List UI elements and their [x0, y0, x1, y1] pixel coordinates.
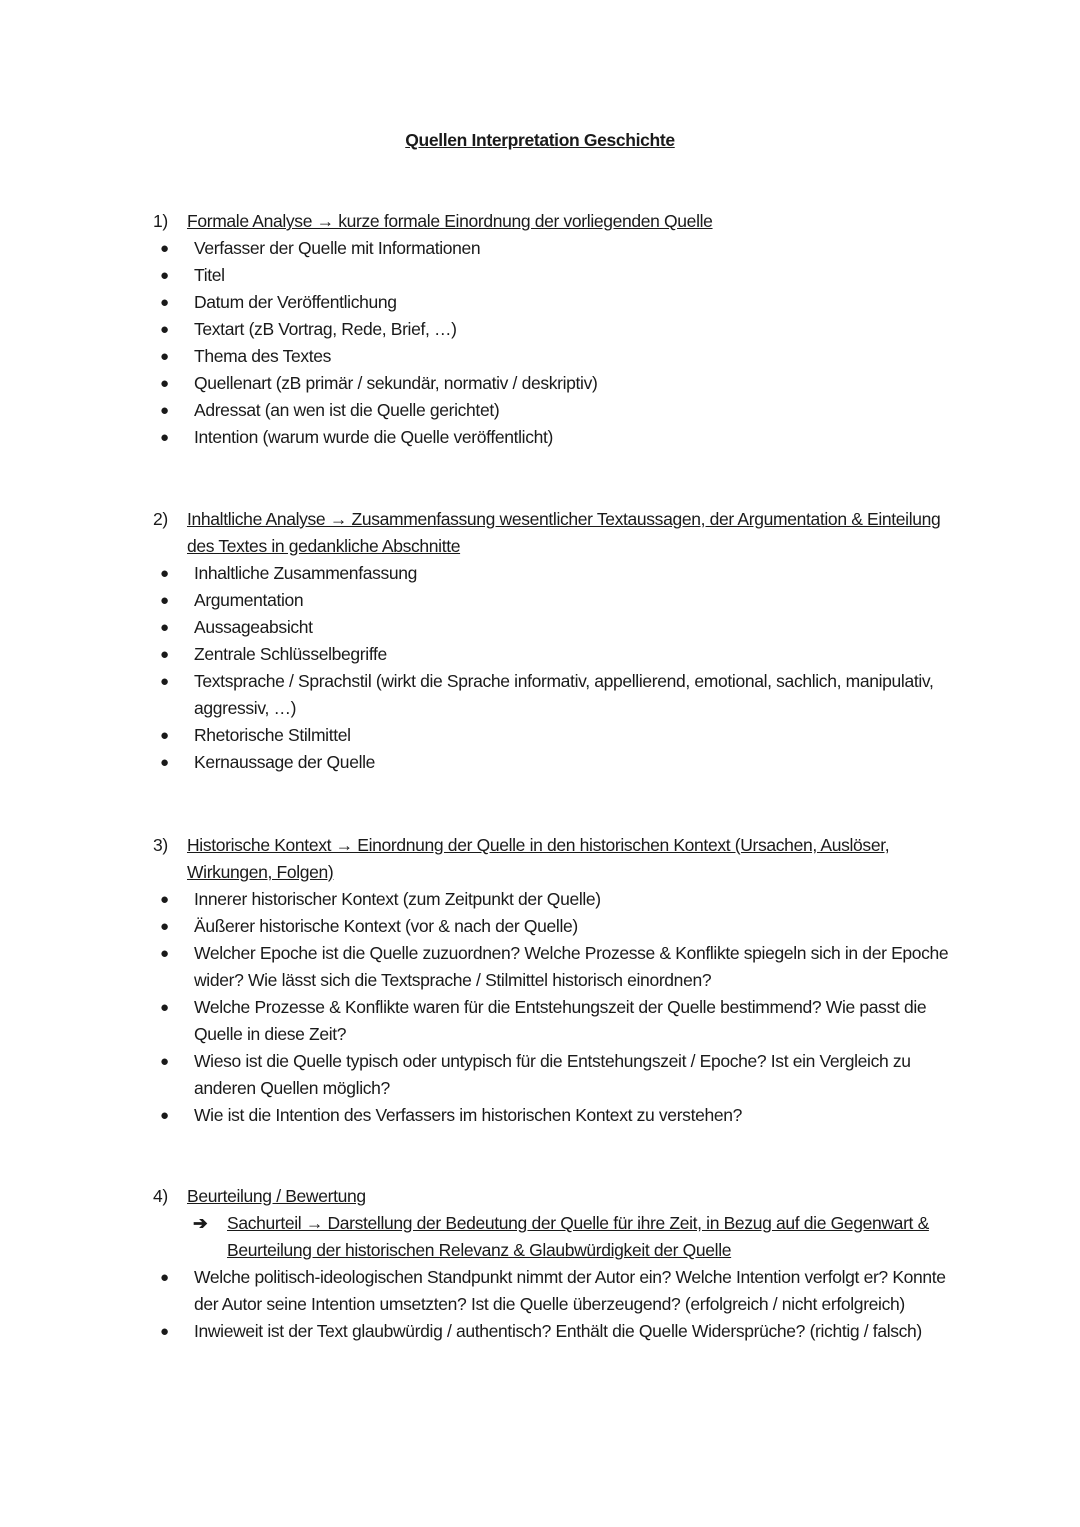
list-item	[153, 424, 963, 451]
section-formale-analyse	[153, 208, 963, 451]
list-item-text: Quellenart (zB primär / sekundär, normativ / deskriptiv)	[194, 373, 598, 393]
bullet-icon: ●	[160, 565, 169, 582]
sub-heading-text: Sachurteil → Darstellung der Bedeutung der Quelle für ihre Zeit, in Bezug auf die Gegenwart & Beurteilung der historischen Relevanz & Glaubwürdigkeit der Quelle	[227, 1213, 929, 1260]
list-item-text: Argumentation	[194, 590, 304, 610]
list-item-text: Textart (zB Vortrag, Rede, Brief, …)	[194, 319, 457, 339]
list-item-text: Äußerer historische Kontext (vor & nach der Quelle)	[194, 916, 578, 936]
list-item	[153, 886, 963, 913]
list-item-text: Wie ist die Intention des Verfassers im historischen Kontext zu verstehen?	[194, 1105, 742, 1125]
list-item	[153, 1102, 963, 1129]
bullet-icon: ●	[160, 402, 169, 419]
list-item-text: Inwieweit ist der Text glaubwürdig / authentisch? Enthält die Quelle Widersprüche? (richtig / falsch)	[194, 1321, 922, 1341]
list-item-text: Verfasser der Quelle mit Informationen	[194, 238, 481, 258]
bullet-list	[153, 560, 963, 776]
section-heading-text: Historische Kontext → Einordnung der Quelle in den historischen Kontext (Ursachen, Auslöser, Wirkungen, Folgen)	[187, 835, 890, 882]
list-item-text: Welche politisch-ideologischen Standpunkt nimmt der Autor ein? Welche Intention verfolgt er? Konnte der Autor seine Intention umsetzten? Ist die Quelle überzeugend? (erfolgreich / nicht erfolgreich)	[194, 1267, 946, 1314]
section-heading	[153, 1183, 963, 1210]
list-item-text: Kernaussage der Quelle	[194, 752, 376, 772]
list-item-text: Aussageabsicht	[194, 617, 313, 637]
bullet-icon: ●	[160, 240, 169, 257]
section-heading	[153, 506, 963, 560]
bullet-icon: ●	[160, 1107, 169, 1124]
list-item	[153, 262, 963, 289]
bullet-icon: ●	[160, 646, 169, 663]
list-item-text: Textsprache / Sprachstil (wirkt die Sprache informativ, appellierend, emotional, sachlich, manipulativ, aggressiv, …)	[194, 671, 934, 718]
list-item-text: Welche Prozesse & Konflikte waren für die Entstehungszeit der Quelle bestimmend? Wie passt die Quelle in diese Zeit?	[194, 997, 927, 1044]
list-item	[153, 722, 963, 749]
list-item-text: Titel	[194, 265, 225, 285]
section-beurteilung	[153, 1183, 963, 1345]
bullet-icon: ●	[160, 429, 169, 446]
list-item	[153, 994, 963, 1048]
list-item	[153, 749, 963, 776]
list-item	[153, 913, 963, 940]
bullet-list	[153, 1264, 963, 1345]
section-heading-text: Beurteilung / Bewertung	[187, 1186, 366, 1206]
bullet-icon: ●	[160, 592, 169, 609]
list-item	[153, 397, 963, 424]
section-number: 2)	[153, 509, 168, 529]
list-item	[153, 1318, 963, 1345]
list-item	[153, 370, 963, 397]
section-historischer-kontext	[153, 832, 963, 1129]
list-item-text: Datum der Veröffentlichung	[194, 292, 397, 312]
bullet-icon: ●	[160, 619, 169, 636]
list-item-text: Adressat (an wen ist die Quelle gerichtet)	[194, 400, 500, 420]
arrow-icon: ➔	[193, 1213, 208, 1233]
list-item	[153, 614, 963, 641]
bullet-icon: ●	[160, 754, 169, 771]
bullet-list	[153, 235, 963, 451]
bullet-list	[153, 886, 963, 1129]
section-heading	[153, 832, 963, 886]
bullet-icon: ●	[160, 348, 169, 365]
bullet-icon: ●	[160, 918, 169, 935]
sub-heading	[153, 1210, 963, 1264]
bullet-icon: ●	[160, 321, 169, 338]
list-item	[153, 1264, 963, 1318]
bullet-icon: ●	[160, 727, 169, 744]
bullet-icon: ●	[160, 1323, 169, 1340]
list-item	[153, 1048, 963, 1102]
section-heading	[153, 208, 963, 235]
page-title: Quellen Interpretation Geschichte	[405, 130, 675, 150]
list-item	[153, 587, 963, 614]
list-item	[153, 235, 963, 262]
list-item	[153, 560, 963, 587]
section-inhaltliche-analyse	[153, 506, 963, 776]
list-item	[153, 343, 963, 370]
bullet-icon: ●	[160, 891, 169, 908]
section-heading-text: Inhaltliche Analyse → Zusammenfassung wesentlicher Textaussagen, der Argumentation & Einteilung des Textes in gedankliche Abschnitte	[187, 509, 941, 556]
list-item	[153, 289, 963, 316]
bullet-icon: ●	[160, 673, 169, 690]
list-item	[153, 668, 963, 722]
bullet-icon: ●	[160, 1269, 169, 1286]
bullet-icon: ●	[160, 294, 169, 311]
list-item	[153, 641, 963, 668]
section-number: 3)	[153, 835, 168, 855]
bullet-icon: ●	[160, 375, 169, 392]
list-item-text: Rhetorische Stilmittel	[194, 725, 351, 745]
list-item-text: Thema des Textes	[194, 346, 332, 366]
list-item-text: Intention (warum wurde die Quelle veröffentlicht)	[194, 427, 553, 447]
bullet-icon: ●	[160, 267, 169, 284]
list-item-text: Wieso ist die Quelle typisch oder untypisch für die Entstehungszeit / Epoche? Ist ein Vergleich zu anderen Quellen möglich?	[194, 1051, 911, 1098]
bullet-icon: ●	[160, 945, 169, 962]
list-item	[153, 940, 963, 994]
section-heading-text: Formale Analyse → kurze formale Einordnung der vorliegenden Quelle	[187, 211, 713, 231]
list-item-text: Zentrale Schlüsselbegriffe	[194, 644, 387, 664]
list-item	[153, 316, 963, 343]
list-item-text: Welcher Epoche ist die Quelle zuzuordnen? Welche Prozesse & Konflikte spiegeln sich in der Epoche wider? Wie lässt sich die Textsprache / Stilmittel historisch einordnen?	[194, 943, 949, 990]
list-item-text: Inhaltliche Zusammenfassung	[194, 563, 418, 583]
list-item-text: Innerer historischer Kontext (zum Zeitpunkt der Quelle)	[194, 889, 601, 909]
bullet-icon: ●	[160, 999, 169, 1016]
section-number: 1)	[153, 211, 168, 231]
section-number: 4)	[153, 1186, 168, 1206]
bullet-icon: ●	[160, 1053, 169, 1070]
